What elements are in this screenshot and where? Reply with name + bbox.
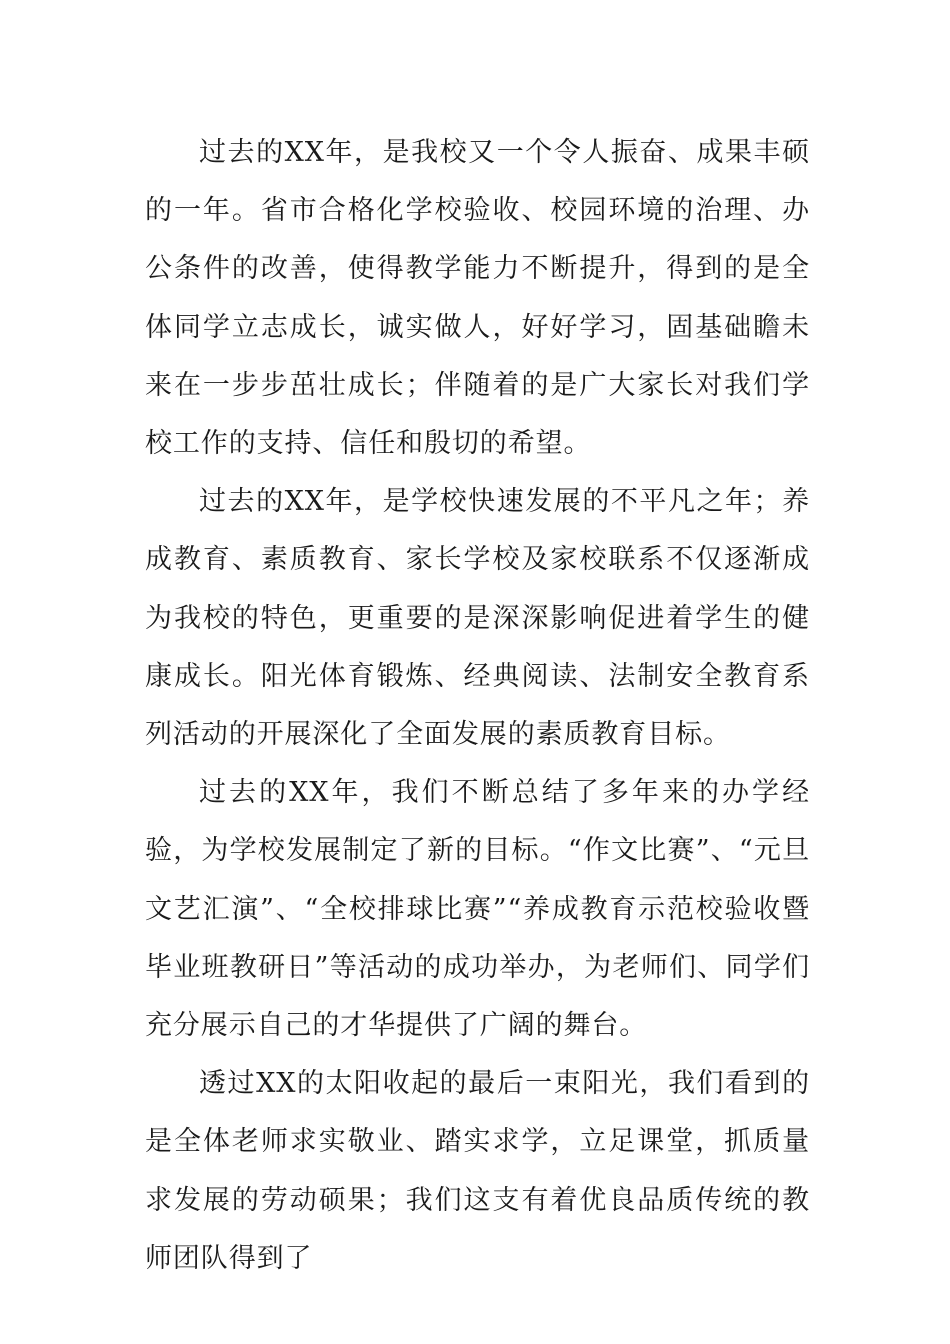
paragraph-1: 过去的XX年，是我校又一个令人振奋、成果丰硕的一年。省市合格化学校验收、校园环境的治理、办公条件的改善，使得教学能力不断提升，得到的是全体同学立志成长，诚实做人，好好学习，固基础瞻未来在一步步茁壮成长；伴随着的是广大家长对我们学校工作的支持、信任和殷切的希望。 [145,137,810,460]
paragraph-4: 透过XX的太阳收起的最后一束阳光，我们看到的是全体老师求实敬业、踏实求学，立足课堂，抓质量求发展的劳动硕果；我们这支有着优良品质传统的教师团队得到了 [145,1068,810,1274]
paragraph-3: 过去的XX年，我们不断总结了多年来的办学经验，为学校发展制定了新的目标。“作文比赛”、“元旦文艺汇演”、“全校排球比赛”“养成教育示范校验收暨毕业班教研日”等活动的成功举办，为老师们、同学们充分展示自己的才华提供了广阔的舞台。 [145,777,810,1042]
paragraph-2: 过去的XX年，是学校快速发展的不平凡之年；养成教育、素质教育、家长学校及家校联系不仅逐渐成为我校的特色，更重要的是深深影响促进着学生的健康成长。阳光体育锻炼、经典阅读、法制安全教育系列活动的开展深化了全面发展的素质教育目标。 [145,486,810,751]
document-body [145,124,810,1288]
